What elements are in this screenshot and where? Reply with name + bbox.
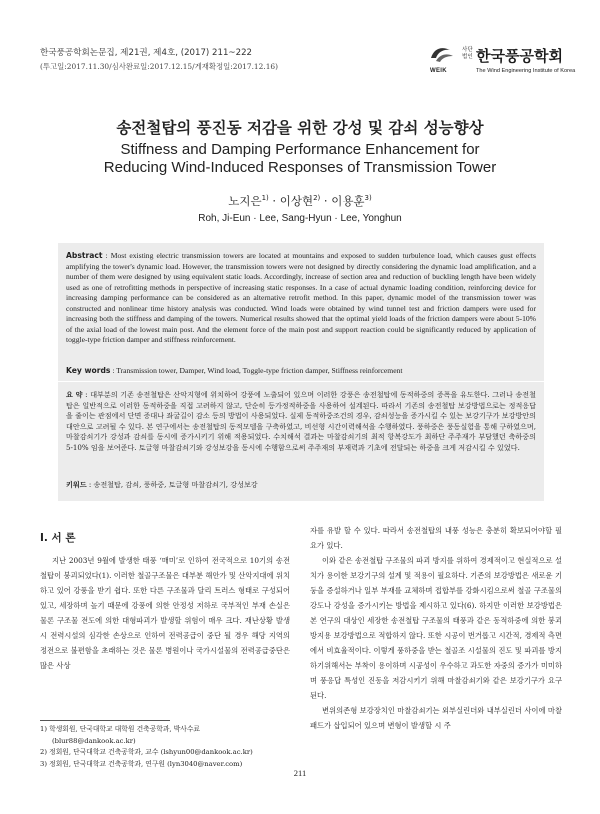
author-1: 노지은 (228, 194, 262, 208)
title-korean: 송전철탑의 풍진동 저감을 위한 강성 및 감쇠 성능향상 (116, 119, 484, 137)
author-3: 이용훈 (331, 194, 365, 208)
author-separator: · (320, 194, 332, 208)
author-1-affil: 1) (261, 194, 269, 203)
body-paragraph: 지난 2003년 9월에 발생한 태풍 ‘매미’로 인하여 전국적으로 10기의 송전철탑이 붕괴되었다(1). 이러한 철골구조물은 대부분 해안가 및 산악지대에 위치하고 있어 강풍을 받기 쉽다. 또한 다른 구조물과 달리 트러스 형태로 구성되어 있고, 세장하며 높기 때문에 강풍에 의한 안정성 저하로 국부적인 부재 손실은 물론 구조물 전도에 의한 대형파괴가 발생할 위험이 매우 크다. 재난상황 발생시 전력시설의 심각한 손상으로 인하여 전력공급이 중단 될 경우 해당 지역의 정전으로 불편함을 초래하는 것은 물론 병원이나 국가시설물의 전력공급중단은 많은 사상 (40, 556, 290, 670)
title-english-line1: Stiffness and Damping Performance Enhancement for (120, 141, 480, 158)
keywords-korean: 키워드 : 송전철탑, 감쇠, 풍하중, 토글형 마찰감쇠기, 강성보강 (66, 480, 258, 489)
logo-society-english: The Wind Engineering Institute of Korea (476, 68, 576, 74)
page-number: 211 (293, 768, 307, 778)
body-paragraph: 변위의존형 보강장치인 마찰감쇠기는 외부실린더와 내부실린더 사이에 마찰패드가 삽입되어 있으며 변형이 발생할 시 주 (310, 706, 562, 730)
keywords-english: Key words : Transmission tower, Damper, Wind load, Toggle-type friction damper, Stiffness reinforcement (66, 366, 403, 375)
section-heading: I. 서 론 (40, 532, 76, 544)
author-separator: · (268, 194, 280, 208)
society-logo[interactable] (428, 44, 576, 80)
body-right-column (310, 523, 562, 733)
footnotes (40, 724, 300, 770)
authors-korean (0, 193, 600, 209)
footnote-3: 3) 정회원, 단국대학교 건축공학과, 연구원 (lyn3040@naver.com) (40, 759, 243, 768)
keywords-ko-label: 키워드 (66, 480, 87, 489)
body-left-column (40, 553, 290, 673)
author-2-affil: 2) (313, 194, 321, 203)
keywords-ko-text: 송전철탑, 감쇠, 풍하중, 토글형 마찰감쇠기, 강성보강 (93, 480, 258, 489)
abstract-korean: 요 약 : 대부분의 기존 송전철탑은 산악지형에 위치하여 강풍에 노출되어 있으며 이러한 강풍은 송전철탑에 동적하중의 증폭을 유도한다. 그러나 송전철탑은 일반적으로 이러한 동적하중을 직접 고려하지 않고, 단순히 등가정적하중을 사용하여 설계된다. 따라서 기존의 송전철탑 보강방법으로는 정적응답을 줄이는 관점에서 단면 증대나 좌굴길이 감소 등의 방법이 사용되었다. 실제 동적하중조건의 경우, 감쇠성능을 증가시킬 수 있는 보강기구가 보강방안의 대안으로 고려될 수 있다. 본 연구에서는 송전철탑의 동적모델을 구축하였고, 비선형 시간이력해석을 수행하였다. 풍하중은 풍동실험을 통해 구하였으며, 마찰감쇠기가 강성과 감쇠를 동시에 증가시키기 위해 적용되었다. 수치해석 결과는 마찰감쇠기의 최적 항복강도가 최하단 주주재가 부담했던 축하중의 5-10% 임을 보여준다. 토글형 마찰감쇠기와 강성보강을 동시에 수행함으로써 주주재의 부재력과 기초에 전달되는 하중을 크게 저감시킬 수 있었다. (66, 390, 537, 452)
weik-emblem-icon (428, 44, 456, 66)
footnote-1-email: (blur88@dankook.ac.kr) (52, 736, 136, 745)
journal-citation: 한국풍공학회논문집, 제21권, 제4호, (2017) 211~222 (40, 48, 253, 58)
submission-dates: (투고일:2017.11.30/심사완료일:2017.12.15/게재확정일:2017.12.16) (40, 62, 278, 71)
authors-english: Roh, Ji-Eun · Lee, Sang-Hyun · Lee, Yonghun (198, 213, 402, 224)
title-english-line2: Reducing Wind-Induced Responses of Transmission Tower (103, 159, 497, 176)
summary-text: 대부분의 기존 송전철탑은 산악지형에 위치하여 강풍에 노출되어 있으며 이러한 강풍은 송전철탑에 동적하중의 증폭을 유도한다. 그러나 송전철탑은 일반적으로 이러한 동적하중을 직접 고려하지 않고, 단순히 등가정적하중을 사용하여 설계된다. 따라서 기존의 송전철탑 보강방법으로는 정적응답을 줄이는 관점에서 단면 증대나 좌굴길이 감소 등의 방법이 사용되었다. 실제 동적하중조건의 경우, 감쇠성능을 증가시킬 수 있는 보강기구가 보강방안의 대안으로 고려될 수 있다. 본 연구에서는 송전철탑의 동적모델을 구축하였고, 비선형 시간이력해석을 수행하였다. 풍하중은 풍동실험을 통해 구하였으며, 마찰감쇠기가 강성과 감쇠를 동시에 증가시키기 위해 적용되었다. 수치해석 결과는 마찰감쇠기의 최적 항복강도가 최하단 주주재가 부담했던 축하중의 5-10% 임을 보여준다. 토글형 마찰감쇠기와 강성보강을 동시에 수행함으로써 주주재의 부재력과 기초에 전달되는 하중을 크게 저감시킬 수 있었다. (66, 390, 537, 452)
logo-weik-text: WEIK (430, 68, 447, 74)
title-english (0, 141, 600, 177)
author-2: 이상현 (279, 194, 314, 208)
abstract-text: Most existing electric transmission towers are located at mountains and exposed to sudden turbulence load, which causes gust effects amplifying the tower's dynamic load. However, the transmission towers were not designed by directly considering the dynamic load amplification, and a number of them were designed by using equivalent static loads. Accordingly, increase of section area and reduction of buckling length have been widely used as one of retrofitting methods in perspective of increasing static responses. In a case of actual dynamic loading condition, reinforcing device for increasing damping performance can be considered as an alternative retrofit method. In this paper, dynamic model of the transmission tower was constructed and nonlinear time history analysis was conducted. Wind loads were obtained by wind tunnel test and friction dampers were used for increasing both the stiffness and damping of the towers. Numerical results showed that the optimal yield loads of the friction dampers were about 5-10% of the axial load of the lowest main post. And the element force of the main post and support reaction could be significantly reduced by application of toggle-type friction damper and stiffness reinforcement. (66, 251, 536, 344)
summary-label: 요 약 (66, 390, 83, 399)
body-paragraph: 자를 유발 할 수 있다. 따라서 송전철탑의 내풍 성능은 충분히 확보되어야할 필요가 있다. (310, 526, 562, 550)
footnote-rule (40, 720, 170, 721)
author-3-affil: 3) (364, 194, 372, 203)
footnote-2: 2) 정회원, 단국대학교 건축공학과, 교수 (lshyun00@dankook.ac.kr) (40, 748, 253, 756)
logo-society-name: 한국풍공학회 (476, 47, 563, 65)
keywords-text: Transmission tower, Damper, Wind load, Toggle-type friction damper, Stiffness reinforcement (116, 366, 403, 375)
abstract-label: Abstract (66, 251, 103, 260)
keywords-label: Key words (66, 366, 111, 375)
footnote-1: 1) 학생회원, 단국대학교 대학원 건축공학과, 박사수료 (40, 725, 200, 733)
abstract-english: Abstract : Most existing electric transmission towers are located at mountains and exposed to sudden turbulence load, which causes gust effects amplifying the tower's dynamic load. However, the transmission towers were not designed by directly considering the dynamic load amplification, and a number of them were designed by using equivalent static loads. Accordingly, increase of section area and reduction of buckling length have been widely used as one of retrofitting methods in perspective of increasing static responses. In a case of actual dynamic loading condition, reinforcing device for increasing damping performance can be considered as an alternative retrofit method. In this paper, dynamic model of the transmission tower was constructed and nonlinear time history analysis was conducted. Wind loads were obtained by wind tunnel test and friction dampers were used for increasing both the stiffness and damping of the towers. Numerical results showed that the optimal yield loads of the friction dampers were about 5-10% of the axial load of the lowest main post. And the element force of the main post and support reaction could be significantly reduced by application of toggle-type friction damper and stiffness reinforcement. (66, 251, 536, 344)
logo-corporation-text: 사단 법인 (462, 47, 473, 60)
abstract-divider (58, 381, 544, 382)
body-paragraph: 이와 같은 송전철탑 구조물의 파괴 방지를 위하여 경제적이고 현실적으로 설치가 용이한 보강기구의 설계 및 적용이 필요하다. 기존의 보강방법은 새로운 기둥을 증설하거나 일부 부재를 교체하며 접합부를 강화시킴으로써 철골 구조물의 강도나 강성을 증가시키는 방법을 제시하고 있다(6). 하지만 이러한 보강방법은 본 연구의 대상인 세장한 송전철탑 구조물의 태풍과 같은 동적하중에 의한 붕괴방지용 보강방법으로 적합하지 않다. 또한 시공이 번거롭고 시간적, 경제적 측면에서 비효율적이다. 이렇게 풍하중을 받는 철골조 시설물의 진도 및 파괴를 방지하기위해서는 부착이 용이하며 시공성이 우수하고 과도한 자중의 증가가 미미하며 풍응답 특성인 진동을 저감시키기 위해 마찰감쇠기와 같은 보강기구가 요구된다. (310, 556, 562, 700)
